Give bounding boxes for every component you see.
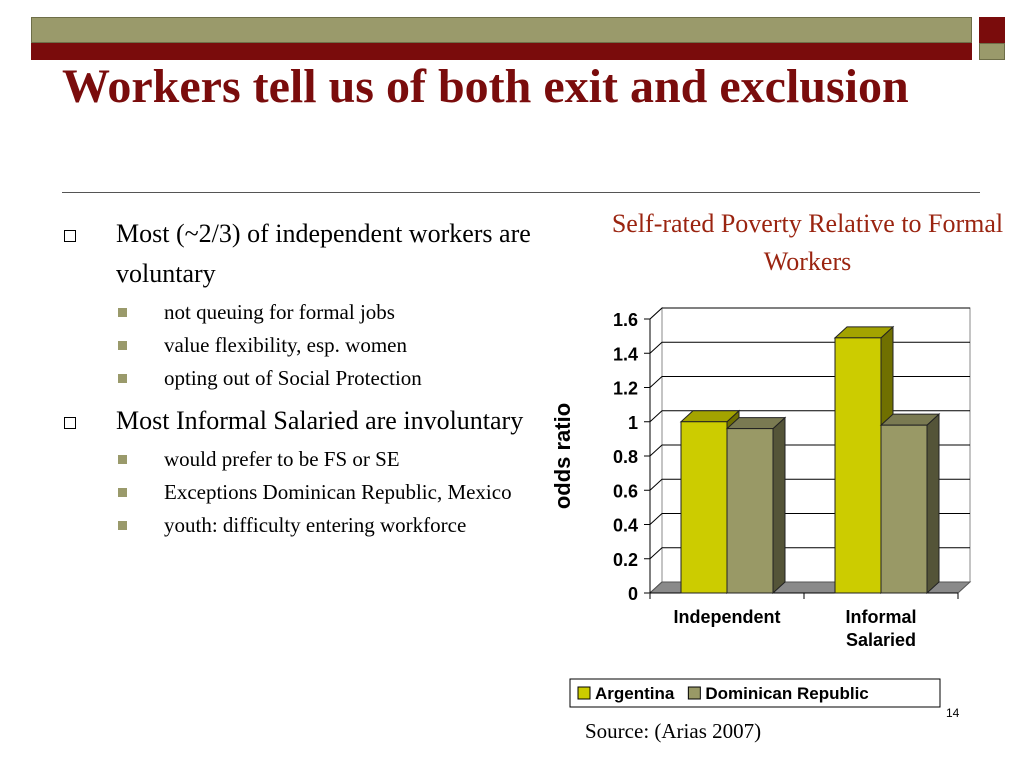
sub-bullet-item xyxy=(62,509,532,542)
legend-swatch xyxy=(688,687,700,699)
source-note: Source: (Arias 2007) xyxy=(585,719,762,743)
y-tick-label: 0 xyxy=(627,584,638,604)
sub-bullet-text: opting out of Social Protection xyxy=(164,366,422,390)
square-bullet-icon xyxy=(118,374,127,383)
square-bullet-icon xyxy=(118,308,127,317)
bullet-text: Most (~2/3) of independent workers are voluntary xyxy=(116,219,531,288)
title-divider xyxy=(62,192,980,193)
hollow-square-bullet-icon xyxy=(64,417,76,429)
bar-front xyxy=(681,422,727,593)
y-axis-label: odds ratio xyxy=(550,402,575,510)
x-category-label: Informal xyxy=(845,607,917,627)
bar-side xyxy=(927,414,939,593)
sub-bullet-item xyxy=(62,362,532,395)
y-tick-label: 0.6 xyxy=(612,481,638,502)
y-tick-label: 1.2 xyxy=(612,378,638,399)
bar-chart xyxy=(540,298,980,718)
legend-swatch xyxy=(578,687,590,699)
header-bar-olive xyxy=(31,17,972,43)
x-category-label: Salaried xyxy=(845,630,917,650)
square-bullet-icon xyxy=(118,488,127,497)
bar-0-1 xyxy=(727,418,785,593)
legend-label: Dominican Republic xyxy=(705,684,869,703)
y-tick-label: 1.6 xyxy=(612,310,638,330)
bar-side xyxy=(773,418,785,593)
legend xyxy=(570,679,940,707)
sub-bullet-text: not queuing for formal jobs xyxy=(164,300,395,324)
y-tick-label: 0.8 xyxy=(612,447,638,467)
bar-front xyxy=(727,429,773,593)
corner-square-red xyxy=(979,17,1005,43)
sub-bullet-item xyxy=(62,296,532,329)
bullet-text: Most Informal Salaried are involuntary xyxy=(116,406,524,435)
page-number: 14 xyxy=(946,706,960,720)
sub-bullet-item xyxy=(62,329,532,362)
bar-1-1 xyxy=(881,414,939,593)
y-tick-label: 1.4 xyxy=(612,344,638,365)
bullet-item xyxy=(62,401,532,441)
y-tick-label: 0.4 xyxy=(612,515,638,536)
sub-bullet-item xyxy=(62,443,532,476)
bullet-item xyxy=(62,214,532,294)
sub-bullet-text: Exceptions Dominican Republic, Mexico xyxy=(164,480,512,504)
y-tick-label: 1 xyxy=(627,412,638,433)
hollow-square-bullet-icon xyxy=(64,230,76,242)
square-bullet-icon xyxy=(118,521,127,530)
square-bullet-icon xyxy=(118,341,127,350)
y-tick-label: 0.2 xyxy=(612,549,638,570)
bar-front xyxy=(835,338,881,593)
bar-front xyxy=(881,425,927,593)
sub-bullet-item xyxy=(62,476,532,509)
sub-bullet-text: value flexibility, esp. women xyxy=(164,333,407,357)
bullet-list xyxy=(62,214,532,542)
legend-label: Argentina xyxy=(595,684,675,703)
chart-title: Self-rated Poverty Relative to Formal Workers xyxy=(611,209,1004,276)
corner-square-olive xyxy=(979,43,1005,60)
slide-title: Workers tell us of both exit and exclusion xyxy=(62,60,909,113)
square-bullet-icon xyxy=(118,455,127,464)
sub-bullet-text: youth: difficulty entering workforce xyxy=(164,513,467,537)
sub-bullet-text: would prefer to be FS or SE xyxy=(164,447,400,471)
x-category-label: Independent xyxy=(673,607,781,627)
